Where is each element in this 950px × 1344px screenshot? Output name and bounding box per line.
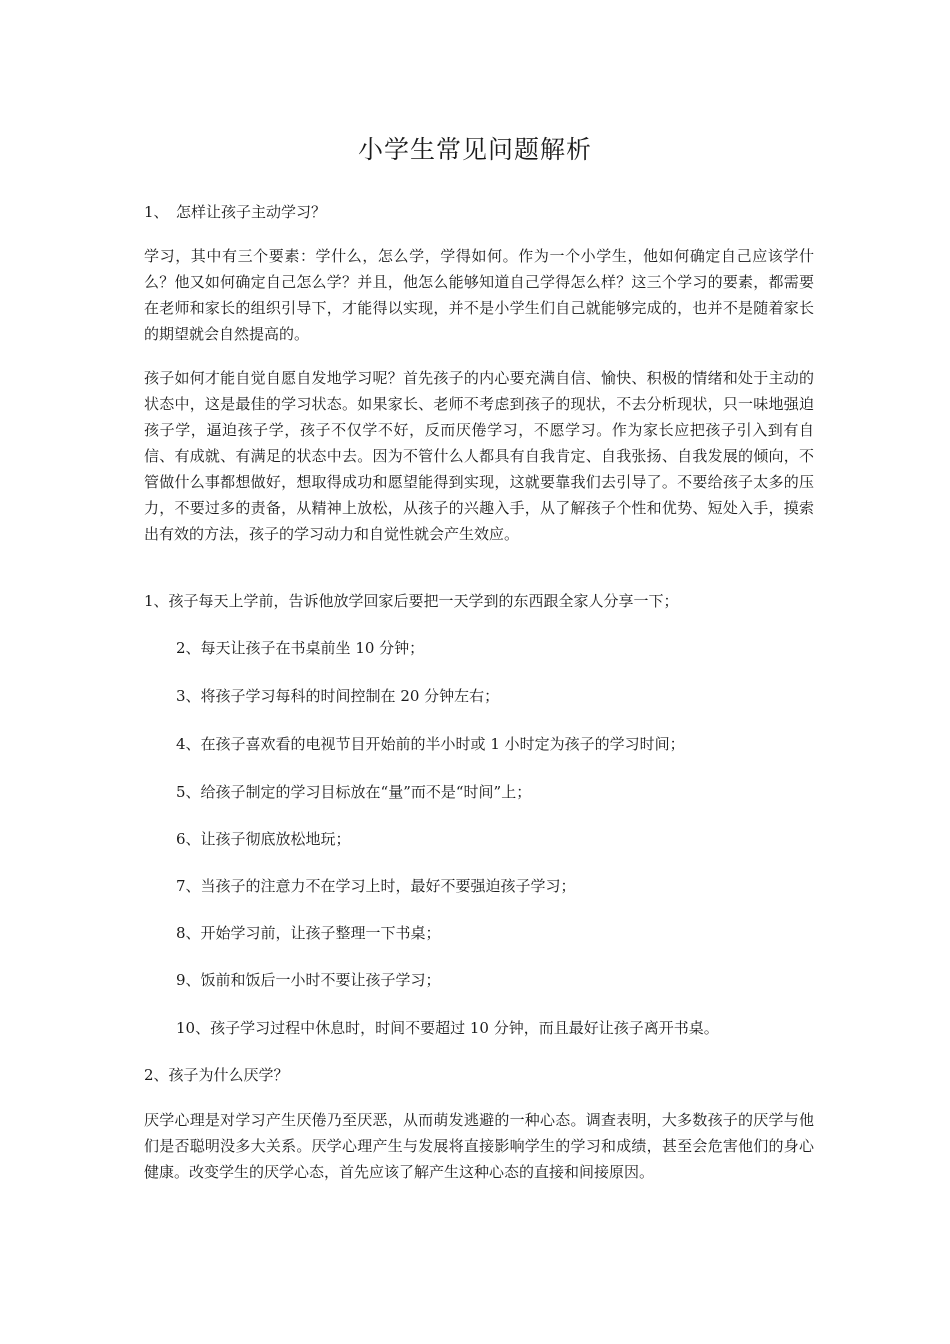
tip-item: 3、将孩子学习每科的时间控制在 20 分钟左右；: [176, 687, 500, 705]
tip-item: 8、开始学习前，让孩子整理一下书桌；: [176, 924, 441, 942]
tip-item: 9、饭前和饭后一小时不要让孩子学习；: [176, 971, 441, 989]
paragraph-2: 孩子如何才能自觉自愿自发地学习呢？首先孩子的内心要充满自信、愉快、积极的情绪和处于主动的状态中，这是最佳的学习状态。如果家长、老师不考虑到孩子的现状，不去分析现状，只一味地强迫孩子学，逼迫孩子学，孩子不仅学不好，反而厌倦学习，不愿学习。作为家长应把孩子引入到有自信、有成就、有满足的状态中去。因为不管什么人都具有自我肯定、自我张扬、自我发展的倾向，不管做什么事都想做好，想取得成功和愿望能得到实现，这就要靠我们去引导了。不要给孩子太多的压力，不要过多的责备，从精神上放松，从孩子的兴趣入手，从了解孩子个性和优势、短处入手，摸索出有效的方法，孩子的学习动力和自觉性就会产生效应。: [144, 369, 814, 543]
tip-item: 2、每天让孩子在书桌前坐 10 分钟；: [176, 639, 425, 657]
tip-item: 1、孩子每天上学前，告诉他放学回家后要把一天学到的东西跟全家人分享一下；: [144, 592, 679, 610]
document-title: 小学生常见问题解析: [357, 135, 592, 164]
tip-item: 6、让孩子彻底放松地玩；: [176, 830, 351, 848]
tip-item: 10、孩子学习过程中休息时，时间不要超过 10 分钟，而且最好让孩子离开书桌。: [176, 1019, 719, 1037]
tip-item: 7、当孩子的注意力不在学习上时，最好不要强迫孩子学习；: [176, 877, 576, 895]
section-1-heading: 1、 怎样让孩子主动学习？: [144, 203, 327, 221]
paragraph-3: 厌学心理是对学习产生厌倦乃至厌恶，从而萌发逃避的一种心态。调查表明，大多数孩子的厌学与他们是否聪明没多大关系。厌学心理产生与发展将直接影响学生的学习和成绩，甚至会危害他们的身心健康。改变学生的厌学心态，首先应该了解产生这种心态的直接和间接原因。: [144, 1111, 814, 1181]
section-2-heading: 2、孩子为什么厌学？: [144, 1066, 289, 1084]
tip-item: 5、给孩子制定的学习目标放在“量”而不是“时间”上；: [176, 783, 532, 801]
tip-item: 4、在孩子喜欢看的电视节目开始前的半小时或 1 小时定为孩子的学习时间；: [176, 735, 685, 753]
paragraph-1: 学习，其中有三个要素：学什么，怎么学，学得如何。作为一个小学生，他如何确定自己应该学什么？他又如何确定自己怎么学？并且，他怎么能够知道自己学得怎么样？这三个学习的要素，都需要在老师和家长的组织引导下，才能得以实现，并不是小学生们自己就能够完成的，也并不是随着家长的期望就会自然提高的。: [144, 247, 814, 343]
